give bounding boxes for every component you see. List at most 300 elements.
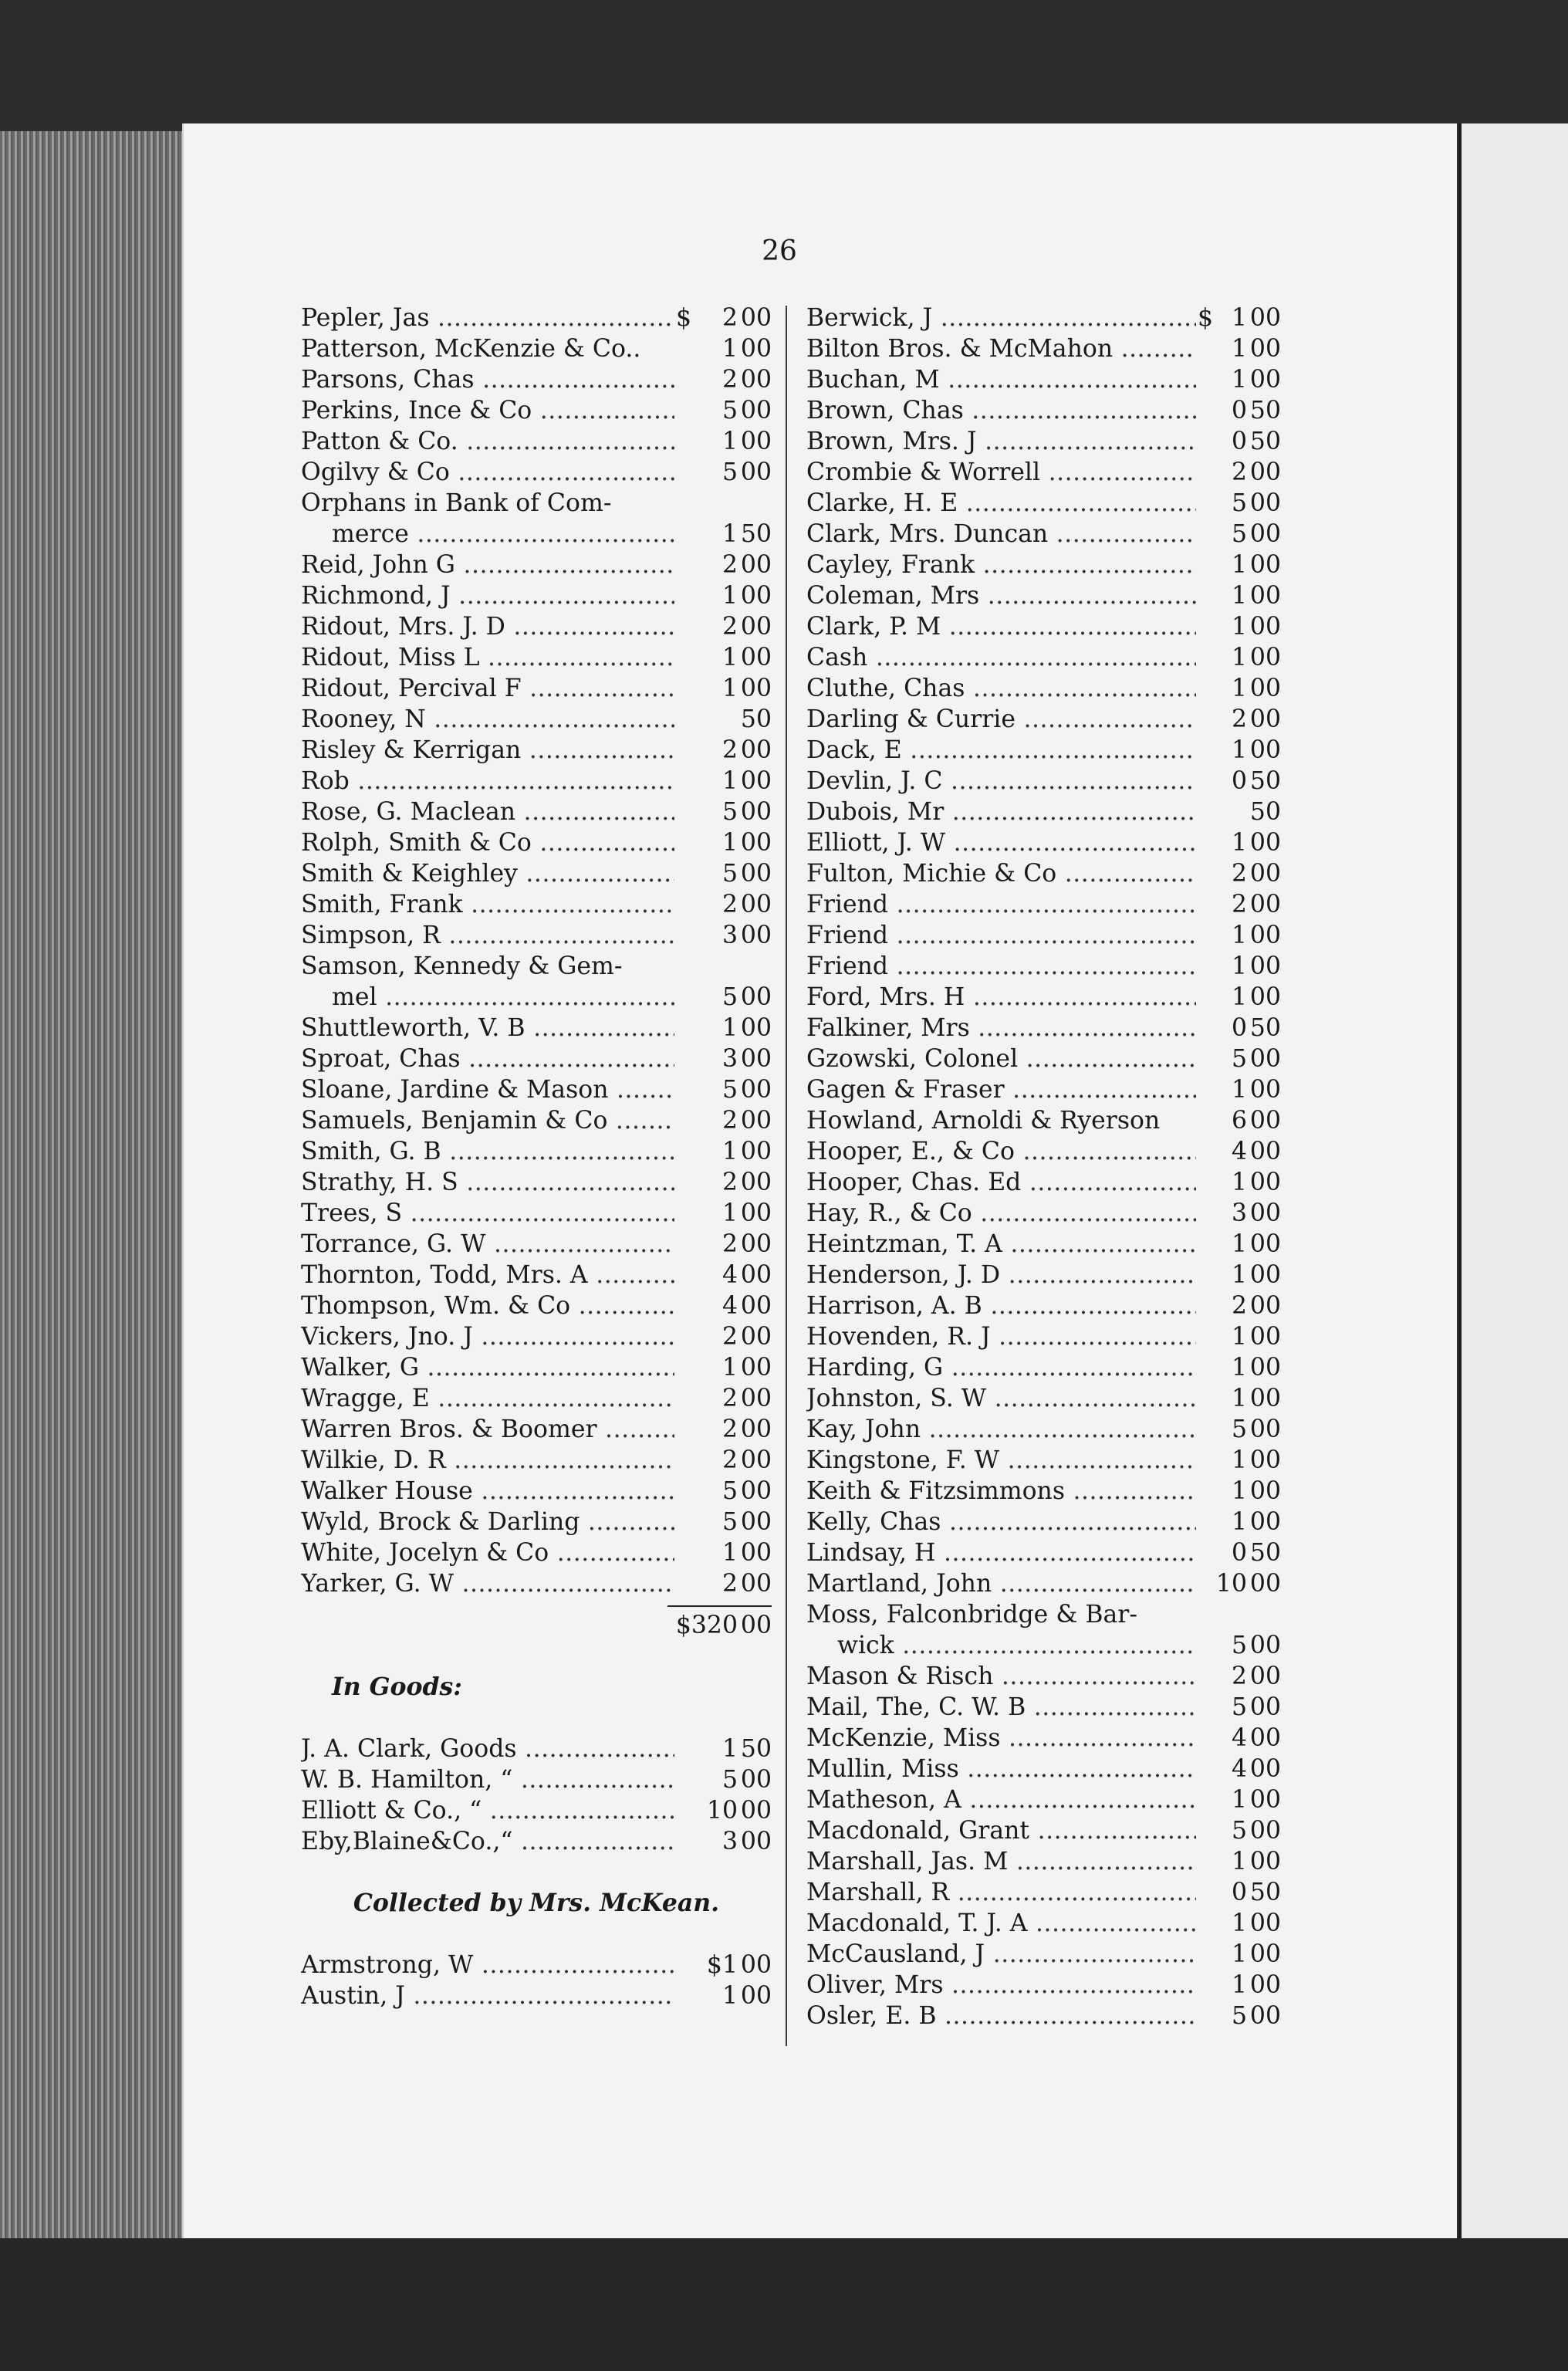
entry-dollar [674, 1229, 691, 1260]
entry-dollar [1196, 1229, 1213, 1260]
list-item [806, 1136, 1281, 1167]
left-entries [301, 303, 772, 1599]
entry-name: Keith & Fitzsimmons ..... [806, 1476, 1196, 1507]
entry-cents: 00 [1249, 1385, 1281, 1412]
entry-cents: 00 [740, 1230, 772, 1258]
entry-dollar [674, 827, 691, 858]
entry-cents: 00 [740, 860, 772, 888]
entry-cents: 00 [1249, 335, 1281, 363]
entry-amount: 1 [1231, 613, 1247, 641]
entry-amount: 1 [1231, 829, 1247, 857]
entry-dollar [674, 1764, 691, 1795]
entry-dollar [674, 1167, 691, 1198]
list-item [806, 1939, 1281, 1970]
entry-amount: 3 [721, 1045, 738, 1073]
entry-name: Oliver, Mrs ..... [806, 1970, 1196, 2001]
entry-cents: 00 [740, 397, 772, 424]
entry-cents: 00 [740, 922, 772, 949]
list-item [806, 1970, 1281, 2001]
list-item [301, 1980, 772, 2011]
entry-cents: 50 [1249, 397, 1281, 424]
list-item [806, 1476, 1281, 1507]
entry-name: Dack, E ..... [806, 735, 1196, 766]
entry-amount: 2 [721, 366, 738, 394]
entry-dollar [1196, 797, 1213, 827]
list-item [806, 704, 1281, 735]
entry-dollar [1196, 1105, 1213, 1136]
list-item [806, 1599, 1281, 1630]
entry-dollar [1196, 1383, 1213, 1414]
list-item [301, 1568, 772, 1599]
entry-name: Elliott, J. W ..... [806, 827, 1196, 858]
entry-dollar: $ [1197, 304, 1213, 332]
entry-amount: 5 [1231, 1045, 1247, 1073]
right-entries [806, 303, 1281, 2031]
list-item [806, 1537, 1281, 1568]
list-item [301, 1537, 772, 1568]
entry-cents: 00 [1249, 736, 1281, 764]
entry-amount: 1 [1231, 335, 1247, 363]
entry-cents: 00 [740, 1570, 772, 1598]
entry-amount: 1 [1231, 366, 1247, 394]
entry-dollar [1196, 1815, 1213, 1846]
entry-name: Osler, E. B ..... [806, 2001, 1196, 2031]
entry-name: Smith, Frank ..... [301, 889, 674, 920]
entry-cents: 50 [1249, 1539, 1281, 1567]
page-number: 26 [762, 235, 797, 267]
entry-dollar [674, 1476, 691, 1507]
entry-cents: 00 [1249, 1045, 1281, 1073]
entry-cents: 00 [1249, 1323, 1281, 1351]
entry-name: Eby,Blaine&Co.,“ ..... [301, 1826, 674, 1857]
entry-amount: 5 [721, 1477, 738, 1505]
entry-dollar [674, 1074, 691, 1105]
entry-dollar [1196, 1568, 1213, 1599]
entry-cents: 50 [740, 705, 772, 733]
entry-name: Elliott & Co., “ ..... [301, 1795, 674, 1826]
list-item [806, 303, 1281, 333]
entry-dollar: $ [675, 304, 691, 332]
entry-name: Trees, S ..... [301, 1198, 674, 1229]
entry-cents: 00 [1249, 829, 1281, 857]
entry-amount [691, 951, 738, 982]
entry-name: Cluthe, Chas ..... [806, 673, 1196, 704]
entry-dollar [674, 920, 691, 951]
list-item [806, 1167, 1281, 1198]
right-column [806, 303, 1281, 2031]
list-item [301, 1260, 772, 1290]
entry-amount: 5 [721, 458, 738, 486]
entry-cents: 00 [1249, 922, 1281, 949]
list-item [301, 426, 772, 457]
entry-name: Heintzman, T. A ..... [806, 1229, 1196, 1260]
entry-name: Johnston, S. W ..... [806, 1383, 1196, 1414]
list-item [806, 488, 1281, 519]
entry-amount: 10 [706, 1797, 738, 1825]
entry-cents: 00 [740, 1477, 772, 1505]
entry-cents: 00 [1249, 613, 1281, 641]
list-item [301, 889, 772, 920]
entry-dollar [674, 426, 691, 457]
entry-amount: 2 [721, 1107, 738, 1135]
entry-name: Walker, G ..... [301, 1352, 674, 1383]
entry-amount: 5 [1231, 1415, 1247, 1443]
entry-amount: 1 [1231, 1909, 1247, 1937]
entry-amount: 6 [1231, 1107, 1247, 1135]
entry-dollar [1196, 1043, 1213, 1074]
entry-cents: 00 [740, 644, 772, 671]
list-item [301, 1290, 772, 1321]
entry-name: Wilkie, D. R ..... [301, 1445, 674, 1476]
entry-amount: 1 [1231, 952, 1247, 980]
entry-amount: 2 [721, 736, 738, 764]
entry-amount: 1 [721, 829, 738, 857]
entry-dollar [1196, 1846, 1213, 1877]
entry-cents: 00 [740, 458, 772, 486]
entry-amount: 2 [1231, 1292, 1247, 1320]
entry-name: Berwick, J ..... [806, 303, 1196, 333]
entry-cents: 50 [1249, 428, 1281, 455]
entry-dollar [674, 395, 691, 426]
entry-name: Wragge, E ..... [301, 1383, 674, 1414]
entry-amount [1213, 797, 1247, 827]
entry-name: Sproat, Chas ..... [301, 1043, 674, 1074]
entry-cents: 00 [1249, 2002, 1281, 2030]
entry-amount: 2 [721, 1230, 738, 1258]
entry-cents: 00 [1249, 891, 1281, 918]
list-item [806, 1321, 1281, 1352]
list-item [301, 580, 772, 611]
entry-amount: 1 [721, 675, 738, 702]
entry-cents: 00 [1249, 1169, 1281, 1196]
list-item [301, 1321, 772, 1352]
entry-dollar [674, 797, 691, 827]
entry-cents: 00 [1249, 1446, 1281, 1474]
entry-amount: 1 [1231, 983, 1247, 1011]
entry-dollar [1196, 580, 1213, 611]
list-item [806, 426, 1281, 457]
list-item [301, 982, 772, 1013]
entry-cents: 00 [740, 1766, 772, 1794]
entry-amount: 2 [721, 551, 738, 579]
entry-amount: 1 [721, 1138, 738, 1165]
entry-dollar [1196, 735, 1213, 766]
entry-dollar [1196, 426, 1213, 457]
entry-cents: 00 [1249, 1909, 1281, 1937]
entry-cents: 00 [1249, 1755, 1281, 1783]
entry-name: Darling & Currie ..... [806, 704, 1196, 735]
list-item [806, 333, 1281, 364]
entry-dollar [1196, 889, 1213, 920]
list-item [806, 1908, 1281, 1939]
entry-amount: $1 [706, 1951, 738, 1979]
entry-name: Parsons, Chas ..... [301, 364, 674, 395]
entry-name: Martland, John ..... [806, 1568, 1196, 1599]
entry-cents: 00 [1249, 1940, 1281, 1968]
list-item [806, 1383, 1281, 1414]
list-item [301, 364, 772, 395]
entry-amount: 5 [1231, 489, 1247, 517]
entry-name: Hovenden, R. J ..... [806, 1321, 1196, 1352]
entry-name: Austin, J ..... [301, 1980, 674, 2011]
entry-name: Matheson, A ..... [806, 1784, 1196, 1815]
entry-cents: 00 [740, 1951, 772, 1979]
entry-name: Mullin, Miss ..... [806, 1754, 1196, 1784]
entry-name: Shuttleworth, V. B ..... [301, 1013, 674, 1043]
entry-name: J. A. Clark, Goods ..... [301, 1733, 674, 1764]
list-item [806, 982, 1281, 1013]
entry-cents: 00 [1249, 1786, 1281, 1814]
entry-cents: 00 [1249, 1693, 1281, 1721]
entry-name: Smith, G. B ..... [301, 1136, 674, 1167]
entry-name: Samuels, Benjamin & Co ..... [301, 1105, 674, 1136]
entry-amount: 2 [1231, 860, 1247, 888]
list-item [301, 1074, 772, 1105]
entry-amount: 0 [1231, 428, 1247, 455]
entry-cents: 00 [1249, 1971, 1281, 1999]
entry-amount [1213, 1599, 1247, 1630]
entry-name: Lindsay, H ..... [806, 1537, 1196, 1568]
entry-dollar [674, 611, 691, 642]
entry-amount: 1 [721, 520, 738, 548]
list-item [806, 766, 1281, 797]
entry-name: Devlin, J. C ..... [806, 766, 1196, 797]
list-item [806, 920, 1281, 951]
entry-cents: 00 [1249, 1415, 1281, 1443]
list-item [301, 766, 772, 797]
entry-dollar [1196, 1013, 1213, 1043]
entry-name: Clark, P. M ..... [806, 611, 1196, 642]
entry-amount: 1 [1231, 1354, 1247, 1382]
list-item [806, 1754, 1281, 1784]
entry-cents: 00 [740, 1446, 772, 1474]
list-item [806, 1074, 1281, 1105]
entry-cents [1247, 1599, 1281, 1630]
entry-dollar [1196, 1167, 1213, 1198]
entry-name: White, Jocelyn & Co ..... [301, 1537, 674, 1568]
entry-cents: 00 [740, 335, 772, 363]
entry-cents [738, 488, 772, 519]
entry-cents [738, 951, 772, 982]
list-item [301, 735, 772, 766]
entry-name: Ogilvy & Co ..... [301, 457, 674, 488]
entry-amount: 1 [1231, 675, 1247, 702]
entry-name: Harding, G ..... [806, 1352, 1196, 1383]
entry-cents: 00 [740, 1354, 772, 1382]
entry-amount: 5 [721, 1076, 738, 1104]
entry-dollar [674, 550, 691, 580]
entry-amount: 1 [721, 1982, 738, 2010]
entry-cents: 00 [740, 1539, 772, 1567]
list-item [301, 1229, 772, 1260]
entry-amount: 1 [1231, 1076, 1247, 1104]
entry-dollar [674, 858, 691, 889]
entry-cents: 00 [1249, 1354, 1281, 1382]
entry-cents: 00 [740, 1385, 772, 1412]
entry-cents: 00 [740, 798, 772, 826]
entry-dollar [1196, 642, 1213, 673]
entry-amount: 4 [1231, 1755, 1247, 1783]
entry-amount: 5 [721, 397, 738, 424]
entry-dollar [674, 889, 691, 920]
entry-amount: 2 [1231, 1662, 1247, 1690]
list-item [301, 1043, 772, 1074]
goods-entries [301, 1733, 772, 1857]
list-item [806, 580, 1281, 611]
list-item [806, 364, 1281, 395]
entry-amount: 2 [1231, 705, 1247, 733]
entry-name: Perkins, Ince & Co ..... [301, 395, 674, 426]
entry-amount: 1 [1231, 1971, 1247, 1999]
entry-name: Clarke, H. E ..... [806, 488, 1196, 519]
entry-dollar [1196, 1414, 1213, 1445]
entry-name: Warren Bros. & Boomer ..... [301, 1414, 674, 1445]
entry-amount: 1 [721, 1014, 738, 1042]
entry-cents: 00 [1249, 1477, 1281, 1505]
entry-cents: 00 [1249, 1199, 1281, 1227]
list-item [301, 457, 772, 488]
entry-amount: 1 [1231, 736, 1247, 764]
entry-dollar [674, 1537, 691, 1568]
entry-dollar [674, 1136, 691, 1167]
list-item [806, 1198, 1281, 1229]
total-rule [301, 1599, 772, 1610]
entry-cents: 00 [740, 551, 772, 579]
list-item [806, 735, 1281, 766]
entry-cents: 50 [1249, 767, 1281, 795]
entry-dollar [674, 580, 691, 611]
entry-cents: 00 [740, 613, 772, 641]
entry-amount: 2 [721, 1446, 738, 1474]
list-item [301, 642, 772, 673]
entry-amount: 4 [721, 1261, 738, 1289]
entry-dollar [1196, 2001, 1213, 2031]
entry-dollar [674, 642, 691, 673]
entry-dollar [674, 1043, 691, 1074]
list-item [806, 1723, 1281, 1754]
entry-amount: 1 [721, 1539, 738, 1567]
entry-name: Fulton, Michie & Co ..... [806, 858, 1196, 889]
entry-dollar [674, 364, 691, 395]
list-item [301, 1414, 772, 1445]
list-item [301, 920, 772, 951]
entry-name: Moss, Falconbridge & Bar- [806, 1601, 1138, 1629]
goods-heading: In Goods: [332, 1673, 462, 1701]
entry-cents: 00 [1249, 1817, 1281, 1845]
entry-name: Friend ..... [806, 920, 1196, 951]
entry-cents: 00 [1249, 489, 1281, 517]
entry-cents: 00 [740, 1045, 772, 1073]
list-item [301, 488, 772, 519]
total-amount: $320 [675, 1612, 738, 1639]
entry-dollar [674, 1260, 691, 1290]
entry-amount: 1 [1231, 1385, 1247, 1412]
entry-name: mel ..... [301, 982, 674, 1013]
left-column [301, 303, 772, 2011]
entry-cents: 00 [740, 1292, 772, 1320]
entry-amount: 1 [1231, 1786, 1247, 1814]
entry-name: Kingstone, F. W ..... [806, 1445, 1196, 1476]
entry-name: Kay, John ..... [806, 1414, 1196, 1445]
entry-cents: 00 [1249, 705, 1281, 733]
entry-dollar [1196, 1970, 1213, 2001]
entry-dollar [674, 951, 691, 982]
list-item [301, 333, 772, 364]
entry-name: Samson, Kennedy & Gem- [301, 952, 623, 980]
list-item [806, 550, 1281, 580]
entry-amount: 2 [721, 1169, 738, 1196]
entry-dollar [1196, 704, 1213, 735]
entry-name: Kelly, Chas ..... [806, 1507, 1196, 1537]
entry-cents: 00 [740, 675, 772, 702]
list-item [806, 1445, 1281, 1476]
entry-cents: 00 [1249, 1261, 1281, 1289]
entry-cents: 00 [1249, 458, 1281, 486]
entry-amount: 1 [1231, 1848, 1247, 1875]
list-item [806, 673, 1281, 704]
entry-amount: 1 [1231, 1508, 1247, 1536]
entry-name: Thompson, Wm. & Co ..... [301, 1290, 674, 1321]
entry-dollar [1196, 1507, 1213, 1537]
entry-cents: 00 [1249, 644, 1281, 671]
list-item [806, 1846, 1281, 1877]
entry-dollar [674, 1980, 691, 2011]
entry-name: Hooper, E., & Co ..... [806, 1136, 1196, 1167]
entry-amount: 3 [1231, 1199, 1247, 1227]
list-item [806, 827, 1281, 858]
entry-name: Risley & Kerrigan ..... [301, 735, 674, 766]
entry-amount: 1 [721, 767, 738, 795]
mckean-heading: Collected by Mrs. McKean. [353, 1889, 720, 1917]
list-item [806, 1815, 1281, 1846]
entry-amount: 0 [1231, 397, 1247, 424]
list-item [806, 1784, 1281, 1815]
list-item [806, 797, 1281, 827]
entry-dollar [674, 488, 691, 519]
entry-dollar [674, 1321, 691, 1352]
entry-cents: 00 [740, 1107, 772, 1135]
entry-cents: 00 [1249, 983, 1281, 1011]
entry-dollar [1196, 827, 1213, 858]
list-item [806, 1229, 1281, 1260]
entry-dollar [1196, 1661, 1213, 1692]
entry-amount: 5 [1231, 2002, 1247, 2030]
entry-amount: 1 [1231, 1477, 1247, 1505]
entry-dollar [674, 333, 691, 364]
entry-amount: 2 [721, 1415, 738, 1443]
list-item [301, 1445, 772, 1476]
list-item [301, 1476, 772, 1507]
entry-amount: 1 [721, 582, 738, 610]
entry-dollar [1196, 1723, 1213, 1754]
entry-dollar [1196, 457, 1213, 488]
entry-amount: 4 [1231, 1724, 1247, 1752]
entry-cents: 00 [1249, 1076, 1281, 1104]
entry-amount: 2 [721, 613, 738, 641]
entry-name: Hay, R., & Co ..... [806, 1198, 1196, 1229]
entry-cents: 50 [1249, 1879, 1281, 1906]
entry-cents: 00 [1249, 952, 1281, 980]
entry-name: Rose, G. Maclean ..... [301, 797, 674, 827]
entry-dollar [1196, 364, 1213, 395]
entry-dollar [674, 457, 691, 488]
entry-cents: 00 [740, 983, 772, 1011]
entry-cents: 00 [740, 366, 772, 394]
entry-dollar [1196, 1939, 1213, 1970]
entry-name: Rolph, Smith & Co ..... [301, 827, 674, 858]
entry-name: Cayley, Frank ..... [806, 550, 1196, 580]
list-item [301, 1105, 772, 1136]
